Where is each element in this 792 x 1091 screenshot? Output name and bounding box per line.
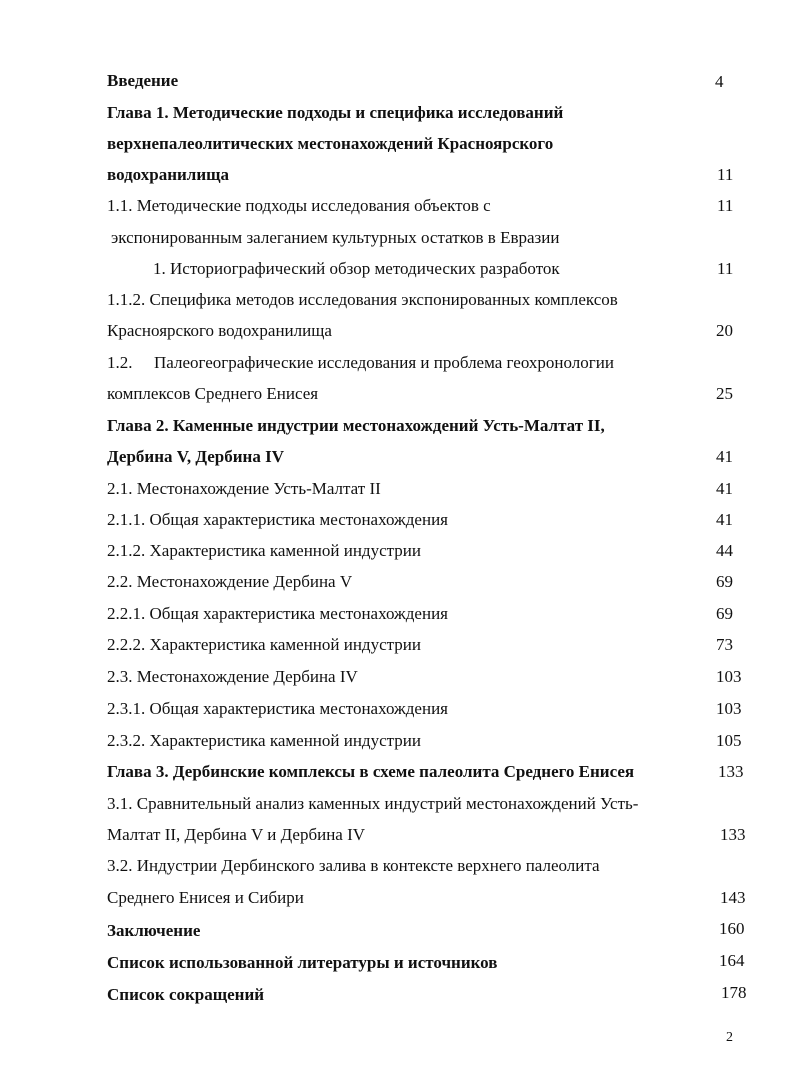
toc-page-number: 103	[716, 667, 742, 686]
toc-chapter-1-line-3: водохранилища	[107, 165, 229, 184]
toc-section-2-3-1: 2.3.1. Общая характеристика местонахождения	[107, 699, 448, 718]
toc-page-number: 160	[719, 919, 745, 938]
toc-section-1-2-line-2: комплексов Среднего Енисея	[107, 384, 319, 403]
toc-page-number: 133	[718, 762, 744, 781]
footer-page-number: 2	[726, 1030, 733, 1045]
toc-section-2-1-1: 2.1.1. Общая характеристика местонахождения	[107, 510, 448, 529]
toc-page-number: 41	[716, 447, 733, 466]
toc-section-3-2-line-1: 3.2. Индустрии Дербинского залива в контексте верхнего палеолита	[107, 856, 600, 875]
toc-section-2-2: 2.2. Местонахождение Дербина V	[107, 572, 353, 591]
toc-page-number: 143	[720, 888, 746, 907]
toc-introduction: Введение	[107, 71, 179, 90]
toc-section-1-2-number: 1.2.	[107, 353, 133, 372]
toc-chapter-3: Глава 3. Дербинские комплексы в схеме палеолита Среднего Енисея	[107, 762, 635, 781]
toc-section-2-3-2: 2.3.2. Характеристика каменной индустрии	[107, 731, 421, 750]
toc-page-number: 11	[717, 165, 734, 184]
toc-section-3-1-line-2: Малтат II, Дербина V и Дербина IV	[107, 825, 366, 844]
toc-chapter-1-line-2: верхнепалеолитических местонахождений Красноярского	[107, 134, 554, 153]
toc-section-2-1-2: 2.1.2. Характеристика каменной индустрии	[107, 541, 421, 560]
toc-page-number: 25	[716, 384, 733, 403]
toc-page-number: 41	[716, 479, 733, 498]
toc-page-number: 41	[716, 510, 733, 529]
toc-page-number: 69	[716, 572, 733, 591]
toc-page-number: 164	[719, 951, 745, 970]
toc-page-number: 44	[716, 541, 733, 560]
toc-section-3-1-line-1: 3.1. Сравнительный анализ каменных индустрий местонахождений Усть-	[107, 794, 639, 813]
toc-section-1-1-2-line-2: Красноярского водохранилища	[107, 321, 332, 340]
toc-bibliography: Список использованной литературы и источников	[107, 953, 498, 972]
toc-section-1-2-line-1: Палеогеографические исследования и проблема геохронологии	[154, 353, 614, 372]
toc-chapter-1-line-1: Глава 1. Методические подходы и специфика исследований	[107, 103, 564, 122]
toc-page-number: 73	[716, 635, 733, 654]
toc-section-2-3: 2.3. Местонахождение Дербина IV	[107, 667, 358, 686]
toc-section-1-1-1: 1. Историографический обзор методических разработок	[153, 259, 560, 278]
toc-page-number: 105	[716, 731, 742, 750]
toc-section-2-1: 2.1. Местонахождение Усть-Малтат II	[107, 479, 381, 498]
toc-chapter-2-line-2: Дербина V, Дербина IV	[107, 447, 284, 466]
toc-page-number: 69	[716, 604, 733, 623]
toc-section-2-2-1: 2.2.1. Общая характеристика местонахождения	[107, 604, 448, 623]
toc-section-1-1-line-2: экспонированным залеганием культурных остатков в Евразии	[111, 228, 560, 247]
toc-abbreviations: Список сокращений	[107, 985, 265, 1004]
toc-chapter-2-line-1: Глава 2. Каменные индустрии местонахождений Усть-Малтат II,	[107, 416, 605, 435]
toc-section-2-2-2: 2.2.2. Характеристика каменной индустрии	[107, 635, 421, 654]
toc-page-number: 11	[717, 196, 734, 215]
toc-page-number: 20	[716, 321, 733, 340]
toc-page-number: 133	[720, 825, 746, 844]
toc-page-number: 178	[721, 983, 747, 1002]
toc-section-3-2-line-2: Среднего Енисея и Сибири	[107, 888, 304, 907]
toc-page-number: 103	[716, 699, 742, 718]
toc-page-number: 4	[715, 72, 724, 91]
toc-section-1-1-2-line-1: 1.1.2. Специфика методов исследования экспонированных комплексов	[107, 290, 618, 309]
toc-conclusion: Заключение	[107, 921, 201, 940]
toc-section-1-1-line-1: 1.1. Методические подходы исследования объектов с	[107, 196, 491, 215]
toc-page-number: 11	[717, 259, 734, 278]
